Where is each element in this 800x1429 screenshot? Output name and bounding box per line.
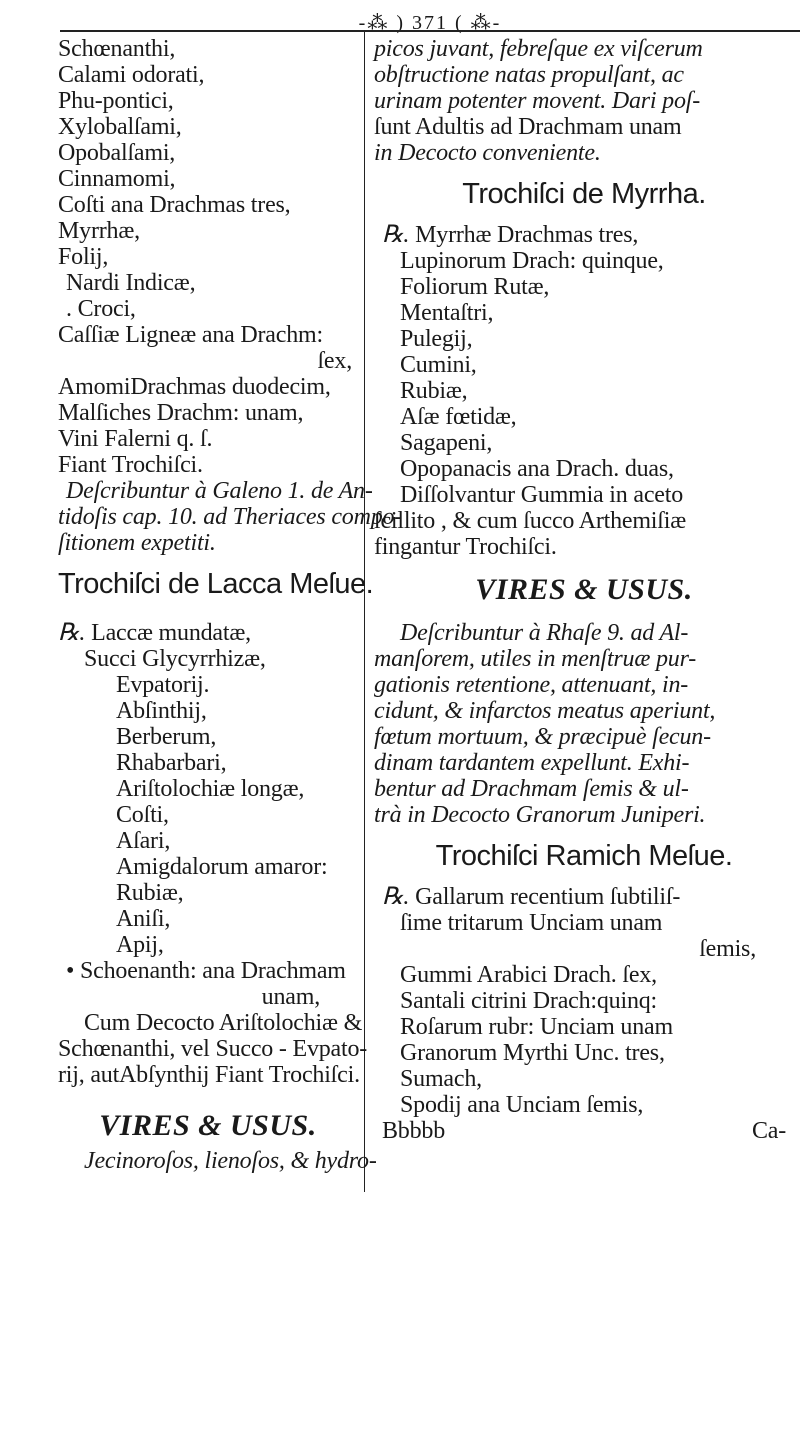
section-heading-ramich: Trochiſci Ramich Meſue. xyxy=(435,840,733,872)
recipe-line: Rubiæ, xyxy=(400,378,468,404)
ramich-recipe xyxy=(374,884,794,1144)
recipe-line: ſemis, xyxy=(699,936,756,962)
recipe-line: Aſæ fœtidæ, xyxy=(400,404,517,430)
galeno-description xyxy=(58,478,403,556)
section-heading-lacca: Trochiſci de Lacca Meſue. xyxy=(58,568,374,600)
section-heading-myrrha: Trochiſci de Myrrha. xyxy=(462,178,706,210)
description-line: urinam potenter movent. Dari poſ- xyxy=(374,88,701,114)
recipe-line: Nardi Indicæ, xyxy=(66,270,196,296)
recipe-line: Malſiches Drachm: unam, xyxy=(58,400,304,426)
recipe-line: ſime tritarum Unciam unam xyxy=(400,910,663,936)
recipe-line: . Croci, xyxy=(66,296,136,322)
recipe-line-text: Gallarum recentium ſubtiliſ- xyxy=(415,884,681,910)
description-line: ſunt Adultis ad Drachmam unam xyxy=(374,114,682,140)
recipe-line: Aſari, xyxy=(116,828,171,854)
recipe-list-a xyxy=(58,36,358,478)
description-line: dinam tardantem expellunt. Exhi- xyxy=(374,750,690,776)
recipe-line: Caſſiæ Ligneæ ana Drachm: xyxy=(58,322,323,348)
recipe-line: AmomiDrachmas duodecim, xyxy=(58,374,331,400)
recipe-line: Sumach, xyxy=(400,1066,482,1092)
recipe-line: Aniſi, xyxy=(116,906,171,932)
recipe-line: Spodij ana Unciam ſemis, xyxy=(400,1092,644,1118)
recipe-line: Fiant Trochiſci. xyxy=(58,452,203,478)
recipe-line: Sagapeni, xyxy=(400,430,493,456)
description-line: picos juvant, febreſque ex viſcerum xyxy=(374,36,703,62)
description-line: cidunt, & infarctos meatus aperiunt, xyxy=(374,698,716,724)
recipe-symbol: ℞. xyxy=(382,222,410,248)
recipe-line: Granorum Myrthi Unc. tres, xyxy=(400,1040,665,1066)
recipe-line: Berberum, xyxy=(116,724,217,750)
recipe-line: rij, autAbſynthij Fiant Trochiſci. xyxy=(58,1062,360,1088)
recipe-line: ſcillito , & cum ſucco Arthemiſiæ xyxy=(374,508,687,534)
recipe-line: Cinnamomi, xyxy=(58,166,176,192)
recipe-symbol: ℞. xyxy=(58,620,86,646)
recipe-line: Roſarum rubr: Unciam unam xyxy=(400,1014,673,1040)
recipe-line: Opobalſami, xyxy=(58,140,176,166)
catchword: Ca- xyxy=(751,1118,786,1144)
description-line: gationis retentione, attenuant, in- xyxy=(374,672,689,698)
recipe-line: Calami odorati, xyxy=(58,62,205,88)
recipe-line: Apij, xyxy=(116,932,164,958)
recipe-symbol: ℞. xyxy=(382,884,410,910)
recipe-line: Schœnanthi, xyxy=(58,36,176,62)
header-rule xyxy=(60,30,800,32)
recipe-line xyxy=(374,222,794,248)
recipe-line: Coſti ana Drachmas tres, xyxy=(58,192,291,218)
recipe-line: Pulegij, xyxy=(400,326,473,352)
left-column xyxy=(58,36,403,1174)
recipe-line: Vini Falerni q. ſ. xyxy=(58,426,213,452)
recipe-line: Coſti, xyxy=(116,802,169,828)
recipe-line: Diſſolvantur Gummia in aceto xyxy=(400,482,683,508)
column-divider xyxy=(364,32,365,1192)
description-line: obſtructione natas propulſant, ac xyxy=(374,62,684,88)
recipe-line xyxy=(58,620,358,646)
recipe-line-text: Myrrhæ Drachmas tres, xyxy=(415,222,639,248)
description-line: Deſcribuntur à Galeno 1. de An- xyxy=(66,478,373,504)
myrrha-recipe xyxy=(374,222,794,560)
recipe-line: Cumini, xyxy=(400,352,477,378)
signature-mark: Bbbbb xyxy=(382,1118,446,1144)
recipe-line: Succi Glycyrrhizæ, xyxy=(84,646,266,672)
recipe-line: • Schoenanth: ana Drachmam xyxy=(66,958,346,984)
right-column xyxy=(374,36,794,1144)
recipe-line: Lupinorum Drach: quinque, xyxy=(400,248,664,274)
page-footer-line xyxy=(374,1118,794,1144)
recipe-line xyxy=(374,884,794,910)
recipe-line: Foliorum Rutæ, xyxy=(400,274,550,300)
recipe-line: Ariſtolochiæ longæ, xyxy=(116,776,305,802)
description-line: ſitionem expetiti. xyxy=(58,530,216,556)
recipe-line: Abſinthij, xyxy=(116,698,207,724)
description-line: fœtum mortuum, & præcipuè ſecun- xyxy=(374,724,711,750)
recipe-line: fingantur Trochiſci. xyxy=(374,534,557,560)
recipe-line: Amigdalorum amaror: xyxy=(116,854,328,880)
recipe-line: Rhabarbari, xyxy=(116,750,227,776)
recipe-line: Gummi Arabici Drach. ſex, xyxy=(400,962,657,988)
recipe-line: Myrrhæ, xyxy=(58,218,140,244)
running-head-text: -⁂ ) 371 ( ⁂- xyxy=(358,12,502,34)
lacca-recipe xyxy=(58,620,368,1088)
recipe-line: Xylobalſami, xyxy=(58,114,182,140)
recipe-line-text: Laccæ mundatæ, xyxy=(91,620,251,646)
recipe-line: ſex, xyxy=(317,348,352,374)
myrrha-description xyxy=(374,620,794,828)
recipe-line: Rubiæ, xyxy=(116,880,184,906)
description-line: Deſcribuntur à Rhaſe 9. ad Al- xyxy=(400,620,689,646)
description-line: Jecinoroſos, lienoſos, & hydro- xyxy=(84,1148,377,1174)
recipe-line: Phu-pontici, xyxy=(58,88,174,114)
vires-usus-heading: VIRES & USUS. xyxy=(99,1109,317,1142)
recipe-line: unam, xyxy=(261,984,320,1010)
vires-usus-heading: VIRES & USUS. xyxy=(475,573,693,606)
recipe-line: Cum Decocto Ariſtolochiæ & xyxy=(84,1010,363,1036)
description-line: tidoſis cap. 10. ad Theriaces compo- xyxy=(58,504,403,530)
recipe-line: Opopanacis ana Drach. duas, xyxy=(400,456,674,482)
recipe-line: Mentaſtri, xyxy=(400,300,494,326)
description-line: trà in Decocto Granorum Juniperi. xyxy=(374,802,706,828)
lacca-usage xyxy=(374,36,794,166)
recipe-line: Evpatorij. xyxy=(116,672,210,698)
description-line: manſorem, utiles in menſtruæ pur- xyxy=(374,646,697,672)
description-line: in Decocto conveniente. xyxy=(374,140,601,166)
recipe-line: Folij, xyxy=(58,244,109,270)
recipe-line: Schœnanthi, vel Succo - Evpato- xyxy=(58,1036,368,1062)
recipe-line: Santali citrini Drach:quinq: xyxy=(400,988,658,1014)
description-line: bentur ad Drachmam ſemis & ul- xyxy=(374,776,689,802)
